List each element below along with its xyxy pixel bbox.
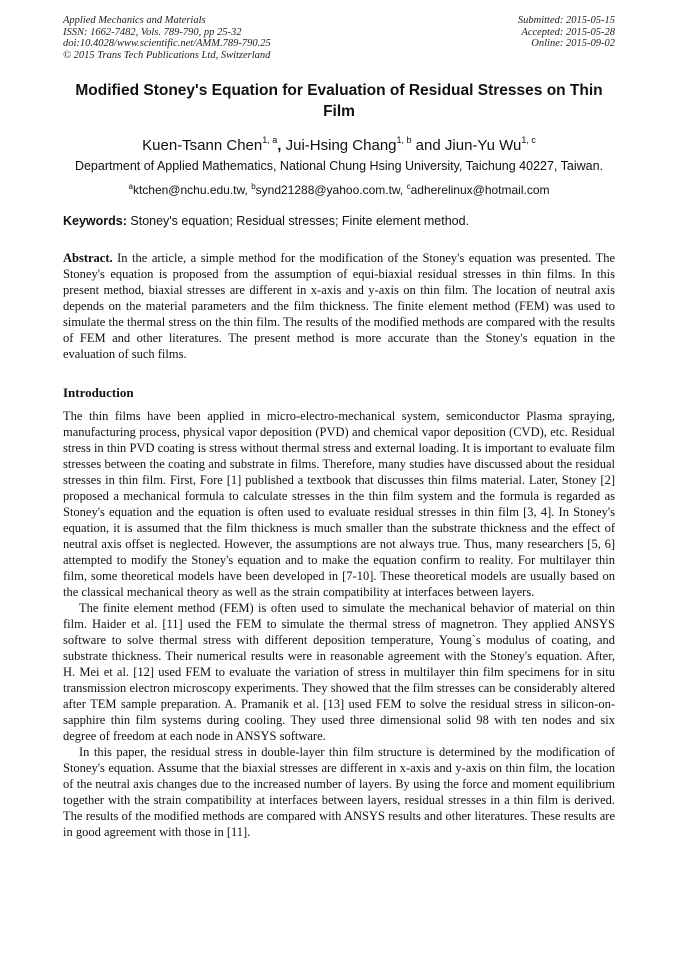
author-separator: , xyxy=(277,137,286,154)
submission-dates xyxy=(518,15,615,50)
email-address[interactable]: ktchen@nchu.edu.tw, xyxy=(132,183,252,197)
paper-title: Modified Stoney's Equation for Evaluation of Residual Stresses on Thin Film xyxy=(75,82,603,120)
author-name: Jiun-Yu Wu xyxy=(444,137,522,154)
email-mark: b xyxy=(251,182,256,191)
email-list xyxy=(63,179,615,198)
accepted-date: Accepted: 2015-05-28 xyxy=(521,26,615,38)
abstract-text: In the article, a simple method for the modification of the Stoney's equation was presented. The Stoney's equation is proposed from the assumption of equi-biaxial residual stresses in thin films. In this present method, biaxial stresses are different in x-axis and y-axis on thin film. The location of neutral axis depends on the material parameters and the film thickness. The finite element method (FEM) was used to simulate the thermal stress on the thin film. The results of the modified methods are compared with the results of FEM and other literatures. The present method is more accurate than the Stoney's equation in the evaluation of such films. xyxy=(63,251,615,361)
paragraph: In this paper, the residual stress in double-layer thin film structure is determined by the modification of Stoney's equation. Assume that the biaxial stresses are different in x-axis and y-axis on thin film, the location of the neutral axis changes due to the increased number of layers. By using the force and moment equilibrium together with the strain compatibility at interfaces between layers, residual stresses in a thin film is derived. The results of the modified methods are compared with ANSYS results and other literatures. These results are in good agreement with those in [11]. xyxy=(63,745,615,839)
keywords xyxy=(63,213,615,229)
email-mark: c xyxy=(406,182,411,191)
section-heading: Introduction xyxy=(63,385,134,400)
author-affiliation-mark: 1, a xyxy=(262,135,278,145)
keywords-text: Stoney's equation; Residual stresses; Finite element method. xyxy=(126,214,470,228)
email-address[interactable]: synd21288@yahoo.com.tw, xyxy=(255,183,407,197)
author-name: Jui-Hsing Chang xyxy=(285,137,397,154)
keywords-label: Keywords: xyxy=(63,214,127,228)
abstract-label: Abstract. xyxy=(63,251,113,265)
abstract xyxy=(63,250,615,362)
email-mark: a xyxy=(128,182,133,191)
journal-doi: doi:10.4028/www.scientific.net/AMM.789-790.25 xyxy=(63,38,271,49)
affiliation: Department of Applied Mathematics, National Chung Hsing University, Taichung 40227, Taiwan. xyxy=(74,159,604,173)
paragraph: The thin films have been applied in micro-electro-mechanical system, semiconductor Plasma spraying, manufacturing process, physical vapor deposition (PVD) and chemical vapor deposition (CVD), etc. Residual stress in thin PVD coating is stress without thermal stress and external loading. It is important to evaluate film stresses between the coating and substrate in films. Therefore, many studies have discussed about the residual stresses in thin film. First, Fore [1] published a textbook that discusses thin films material. Later, Stoney [2] proposed a mechanical formula to calculate stresses in the thin film system and the formula is regarded as Stoney's equation and the equation is often used to evaluate residual stresses in thin film [3, 4]. In Stoney's equation, it is assumed that the film thickness is much smaller than the substrate thickness and the effect of neutral axis offset is neglected. However, the assumptions are not always true. Thus, many researchers [5, 6] attempted to modify the Stoney's equation and to make the equation confirm to reality. For multilayer thin film, some theoretical models have been developed in [7-10]. These theoretical models are usually based on the classical mechanical theory as well as the strain compatibility at interfaces between layers. xyxy=(63,409,615,599)
author-list xyxy=(63,130,615,156)
journal-name: Applied Mechanics and Materials xyxy=(63,15,206,26)
journal-issn: ISSN: 1662-7482, Vols. 789-790, pp 25-32 xyxy=(63,26,242,38)
author-affiliation-mark: 1, c xyxy=(521,135,536,145)
email-address[interactable]: adherelinux@hotmail.com xyxy=(410,183,550,197)
online-date: Online: 2015-09-02 xyxy=(531,38,615,49)
paragraph: The finite element method (FEM) is often used to simulate the mechanical behavior of material on thin film. Haider et al. [11] used the FEM to simulate the thermal stress of magnetron. They applied ANSYS software to solve thermal stress with different deposition temperature, Young`s modulus of coating, and substrate thickness. Their numerical results were in reasonable agreement with the Stoney's equation. After, H. Mei et al. [12] used FEM to evaluate the variation of stress in multilayer thin film specimens for in situ transmission electron microscopy experiments. They showed that the film stresses can be considerably altered after TEM sample preparation. A. Pramanik et al. [13] used FEM to solve the residual stress in silicon-on-sapphire thin film systems during cooling. They used three dimensional solid 98 with ten nodes and six degree of freedom at each node in ANSYS software. xyxy=(63,601,615,743)
submitted-date: Submitted: 2015-05-15 xyxy=(517,15,615,26)
introduction-body xyxy=(63,408,615,840)
author-affiliation-mark: 1, b xyxy=(396,135,412,145)
author-separator: and xyxy=(411,137,445,154)
journal-info xyxy=(63,15,271,61)
journal-copyright: © 2015 Trans Tech Publications Ltd, Switzerland xyxy=(63,49,271,61)
author-name: Kuen-Tsann Chen xyxy=(142,137,263,154)
